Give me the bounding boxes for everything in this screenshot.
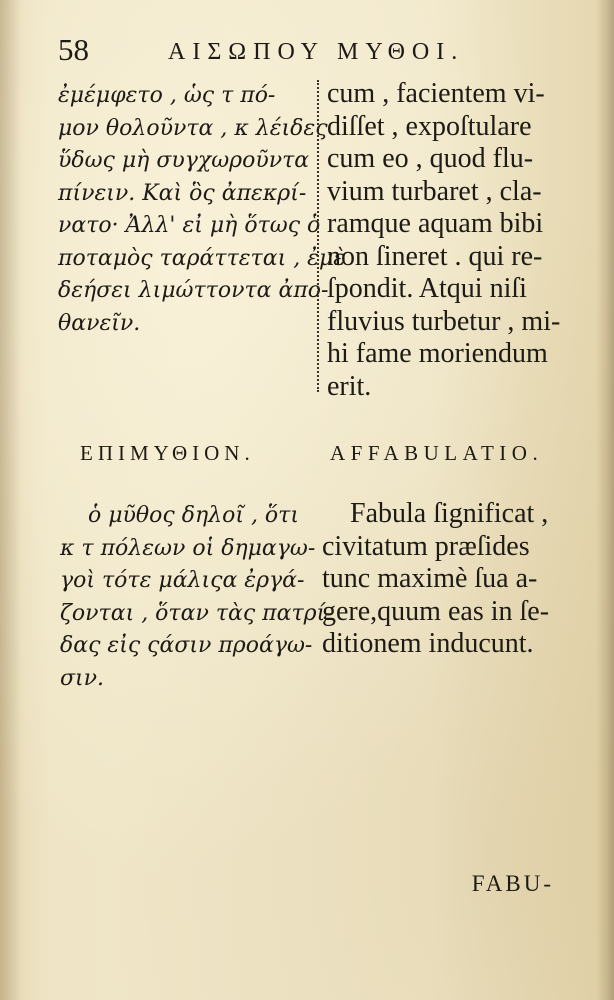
latin-fable-column <box>327 78 572 403</box>
latin-moral-line: gere,quum eas in ſe- <box>322 595 550 627</box>
greek-fable-line: δεήσει λιμώττοντα ἀπο- <box>58 278 329 303</box>
latin-fable-line: fluvius turbetur , mi- <box>327 305 561 337</box>
greek-fable-line: θανεῖν. <box>58 310 141 336</box>
latin-fable-line: cum eo , quod flu- <box>327 143 534 174</box>
greek-moral-line: γοὶ τότε μάλιςα ἐργά- <box>60 568 305 593</box>
latin-fable-line: erit. <box>327 370 372 402</box>
latin-moral-heading: AFFABULATIO. <box>330 441 544 465</box>
greek-moral-line: κ τ πόλεων οἱ δημαγω- <box>60 535 316 561</box>
latin-moral-line: ditionem inducunt. <box>322 628 534 659</box>
latin-moral-line: Fabula ſignificat , <box>350 498 549 529</box>
column-divider <box>317 80 320 392</box>
latin-fable-line: non ſineret . qui re- <box>327 240 543 272</box>
greek-moral-line: δας εἰς ςάσιν προάγω- <box>60 633 313 658</box>
greek-moral-heading: ΕΠΙΜΥΘΙΟΝ. <box>80 441 255 465</box>
page-number: 58 <box>58 32 89 67</box>
latin-fable-line: hi fame moriendum <box>327 338 548 369</box>
greek-fable-line: πίνειν. Καὶ ὃς ἀπεκρί- <box>58 180 307 206</box>
page-edge-shadow <box>596 0 614 1000</box>
greek-moral-column <box>60 500 333 695</box>
latin-moral-column <box>322 498 572 661</box>
running-title: ΑΙΣΩΠΟΥ ΜΥΘΟΙ. <box>168 39 465 65</box>
latin-fable-line: vium turbaret , cla- <box>327 175 542 207</box>
greek-fable-line: ἐμέμφετο , ὡς τ πό- <box>58 83 276 108</box>
gutter-shadow <box>0 0 22 1000</box>
catchword: FABU- <box>471 871 554 896</box>
greek-fable-line: νατο· Ἀλλ' εἰ μὴ ὅτως ὁ <box>58 213 321 238</box>
latin-fable-line: cum , facientem vi- <box>327 78 545 109</box>
page-header <box>58 30 558 70</box>
latin-fable-line: ramque aquam bibi <box>327 208 544 239</box>
latin-fable-line: ſpondit. Atqui niſi <box>327 273 527 304</box>
greek-moral-line: σιν. <box>60 665 105 691</box>
latin-moral-line: tunc maximè ſua a- <box>322 563 538 594</box>
latin-fable-line: diſſet , expoſtulare <box>327 110 532 142</box>
greek-fable-line: ὕδως μὴ συγχωροῦντα <box>58 148 310 173</box>
greek-fable-line: ποταμὸς ταράττεται , ἐμὲ <box>58 245 346 271</box>
greek-moral-line: ζονται , ὅταν τὰς πατρί- <box>60 600 333 626</box>
greek-fable-line: μον θολοῦντα , κ λέιδες <box>58 115 328 141</box>
latin-moral-line: civitatum præſides <box>322 530 530 562</box>
greek-fable-column <box>58 80 346 340</box>
greek-moral-line: ὁ μῦθος δηλοῖ , ὅτι <box>88 503 299 528</box>
